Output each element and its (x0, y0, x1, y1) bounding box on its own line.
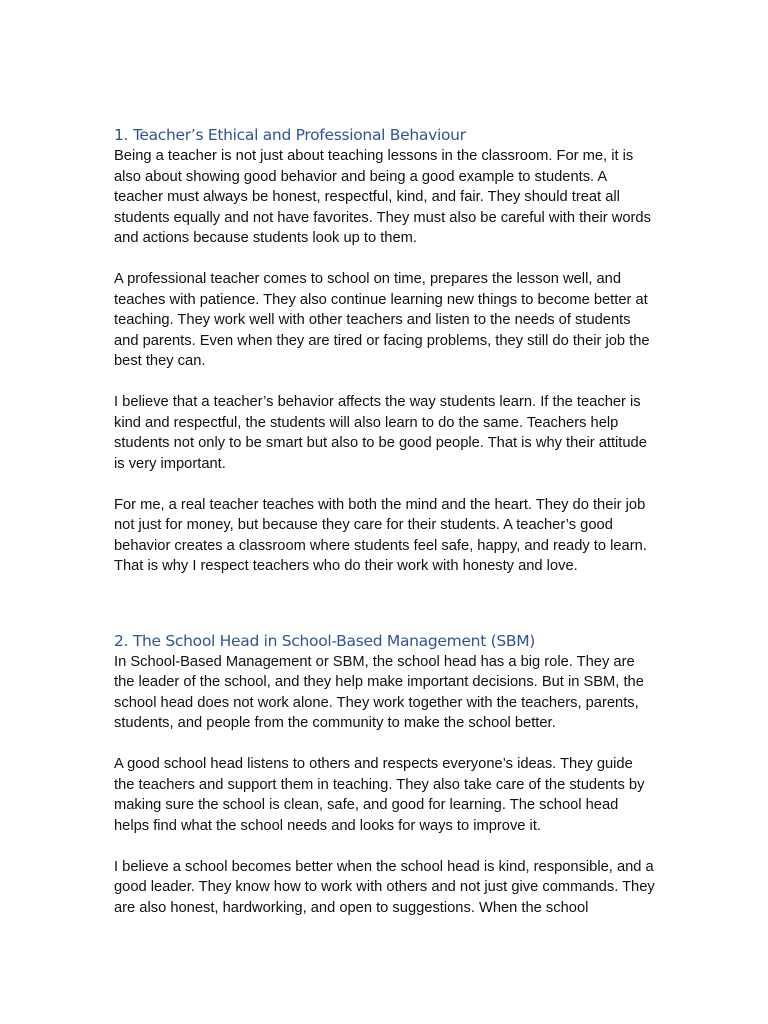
paragraph: Being a teacher is not just about teaching lessons in the classroom. For me, it is also about showing good behavior and being a good example to students. A teacher must always be honest, respectful, kind, and fair. They should treat all students equally and not have favorites. They must also be careful with their words and actions because students look up to them. (114, 148, 651, 246)
paragraph: A professional teacher comes to school on time, prepares the lesson well, and teaches with patience. They also continue learning new things to become better at teaching. They work well with other teachers and listen to the needs of students and parents. Even when they are tired or facing problems, they still do their job the best they can. (114, 271, 650, 369)
section-heading: 2. The School Head in School-Based Management (SBM) (114, 631, 536, 650)
section-heading: 1. Teacher’s Ethical and Professional Behaviour (114, 126, 466, 144)
section-teacher-behaviour (114, 124, 656, 577)
paragraph: I believe that a teacher’s behavior affects the way students learn. If the teacher is kind and respectful, the students will also learn to do the same. Teachers help students not only to be smart but also to be good people. That is why their attitude is very important. (114, 394, 647, 472)
section-school-head-sbm (114, 630, 656, 919)
paragraph: I believe a school becomes better when the school head is kind, responsible, and a good leader. They know how to work with others and not just give commands. They are also honest, hardworking, and open to suggestions. When the school (114, 858, 655, 916)
paragraph: For me, a real teacher teaches with both the mind and the heart. They do their job not just for money, but because they care for their students. A teacher’s good behavior creates a classroom where students feel safe, happy, and ready to learn. That is why I respect teachers who do their work with honesty and love. (114, 496, 647, 574)
paragraph: A good school head listens to others and respects everyone’s ideas. They guide the teachers and support them in teaching. They also take care of the students by making sure the school is clean, safe, and good for learning. The school head helps find what the school needs and looks for ways to improve it. (114, 756, 645, 834)
paragraph: In School-Based Management or SBM, the school head has a big role. They are the leader of the school, and they help make important decisions. But in SBM, the school head does not work alone. They work together with the teachers, parents, students, and people from the community to make the school better. (114, 653, 644, 731)
